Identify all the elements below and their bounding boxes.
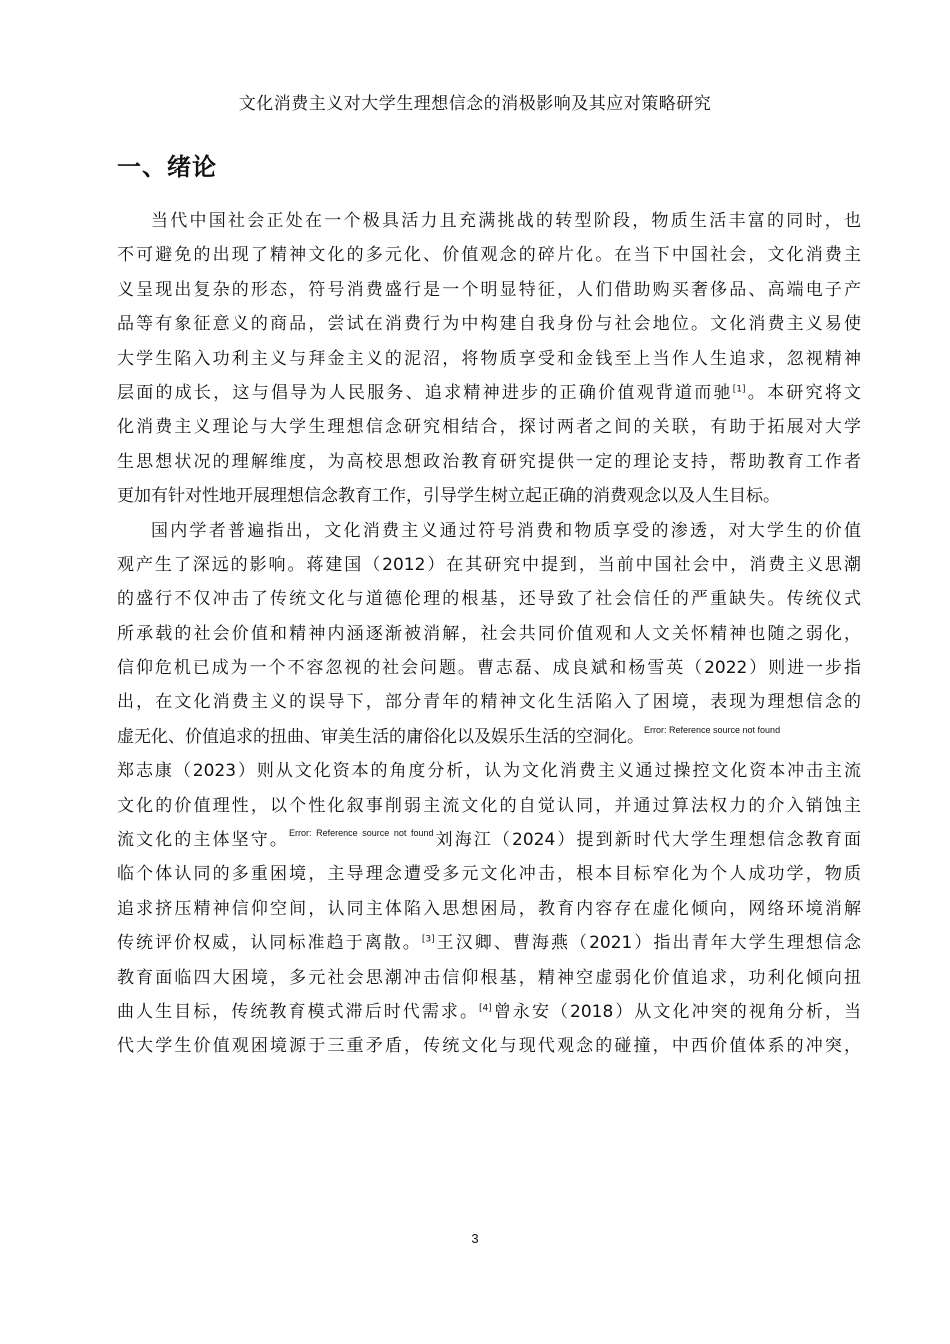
- paragraph-2-line: [117, 823, 861, 857]
- paragraph-2-line: 观产生了深远的影响。蒋建国（2012）在其研究中提到，当前中国社会中，消费主义思潮: [117, 554, 861, 575]
- reference-error[interactable]: Error: Reference source not found: [644, 724, 781, 735]
- paragraph-2-line: 郑志康（2023）则从文化资本的角度分析，认为文化消费主义通过操控文化资本冲击主流: [117, 761, 861, 782]
- paragraph-2-line: [117, 995, 861, 1029]
- paragraph-1-line: 不可避免的出现了精神文化的多元化、价值观念的碎片化。在当下中国社会，文化消费主: [117, 245, 861, 266]
- paragraph-2-line: [117, 720, 861, 754]
- body-text: [117, 204, 861, 1064]
- text-span: 。本研究将文: [745, 382, 862, 403]
- paragraph-2-line: 代大学生价值观困境源于三重矛盾，传统文化与现代观念的碰撞，中西价值体系的冲突，: [117, 1036, 861, 1057]
- running-title: 文化消费主义对大学生理想信念的消极影响及其应对策略研究: [238, 94, 712, 114]
- paragraph-2-line: 出，在文化消费主义的误导下，部分青年的精神文化生活陷入了困境，表现为理想信念的: [117, 692, 861, 713]
- paragraph-2-line: 信仰危机已成为一个不容忽视的社会问题。曹志磊、成良斌和杨雪英（2022）则进一步指: [117, 658, 861, 679]
- paragraph-2-line: 教育面临四大困境，多元社会思潮冲击信仰根基，精神空虚弱化价值追求，功利化倾向扭: [117, 967, 861, 988]
- text-span: 传统评价权威，认同标准趋于离散。: [117, 933, 422, 954]
- paragraph-1-line: 生思想状况的理解维度，为高校思想政治教育研究提供一定的理论支持，帮助教育工作者: [117, 451, 861, 472]
- page-number: 3: [471, 1231, 479, 1246]
- paragraph-2-line: 文化的价值理性，以个性化叙事削弱主流文化的自觉认同，并通过算法权力的介入销蚀主: [117, 795, 861, 816]
- paragraph-1-line: 品等有象征意义的商品，尝试在消费行为中构建自我身份与社会地位。文化消费主义易使: [117, 314, 861, 335]
- citation-ref[interactable]: [1]: [732, 384, 746, 395]
- paragraph-1-line: 当代中国社会正处在一个极具活力且充满挑战的转型阶段，物质生活丰富的同时，也: [151, 211, 861, 231]
- reference-error[interactable]: Error: Reference source not found: [288, 828, 434, 839]
- paragraph-2-line: 追求挤压精神信仰空间，认同主体陷入思想困局，教育内容存在虚化倾向，网络环境消解: [117, 898, 861, 919]
- text-span: 曲人生目标，传统教育模式滞后时代需求。: [117, 1001, 480, 1022]
- paragraph-1-line: [117, 376, 861, 410]
- paragraph-1-line: 义呈现出复杂的形态，符号消费盛行是一个明显特征，人们借助购买奢侈品、高端电子产: [117, 279, 861, 300]
- text-span: 王汉卿、曹海燕（2021）指出青年大学生理想信念: [434, 933, 861, 954]
- paragraph-2-line: 的盛行不仅冲击了传统文化与道德伦理的根基，还导致了社会信任的严重缺失。传统仪式: [117, 589, 861, 610]
- paragraph-2-line: 所承载的社会价值和精神内涵逐渐被消解，社会共同价值观和人文关怀精神也随之弱化，: [117, 623, 861, 644]
- paragraph-1-line: 化消费主义理论与大学生理想信念研究相结合，探讨两者之间的关联，有助于拓展对大学: [117, 417, 861, 438]
- paragraph-2-line: 临个体认同的多重困境，主导理念遭受多元文化冲击，根本目标窄化为个人成功学，物质: [117, 864, 861, 885]
- text-span: 层面的成长，这与倡导为人民服务、追求精神进步的正确价值观背道而驰: [117, 382, 733, 403]
- citation-ref[interactable]: [4]: [479, 1003, 492, 1014]
- paragraph-2-line: [117, 926, 861, 960]
- paragraph-2-line: 国内学者普遍指出，文化消费主义通过符号消费和物质享受的渗透，对大学生的价值: [151, 520, 861, 541]
- section-heading: 一、绪论: [117, 153, 217, 181]
- citation-ref[interactable]: [3]: [421, 934, 435, 945]
- text-span: 刘海江（2024）提到新时代大学生理想信念教育面: [433, 830, 862, 851]
- paragraph-1-line: 大学生陷入功利主义与拜金主义的泥沼，将物质享受和金钱至上当作人生追求，忽视精神: [117, 348, 861, 369]
- paragraph-1-line: 更加有针对性地开展理想信念教育工作，引导学生树立起正确的消费观念以及人生目标。: [117, 486, 780, 507]
- text-span: 曾永安（2018）从文化冲突的视角分析，当: [491, 1001, 862, 1022]
- text-span: 流文化的主体坚守。: [117, 830, 289, 851]
- text-span: 虚无化、价值追求的扭曲、审美生活的庸俗化以及娱乐生活的空洞化。: [117, 726, 644, 747]
